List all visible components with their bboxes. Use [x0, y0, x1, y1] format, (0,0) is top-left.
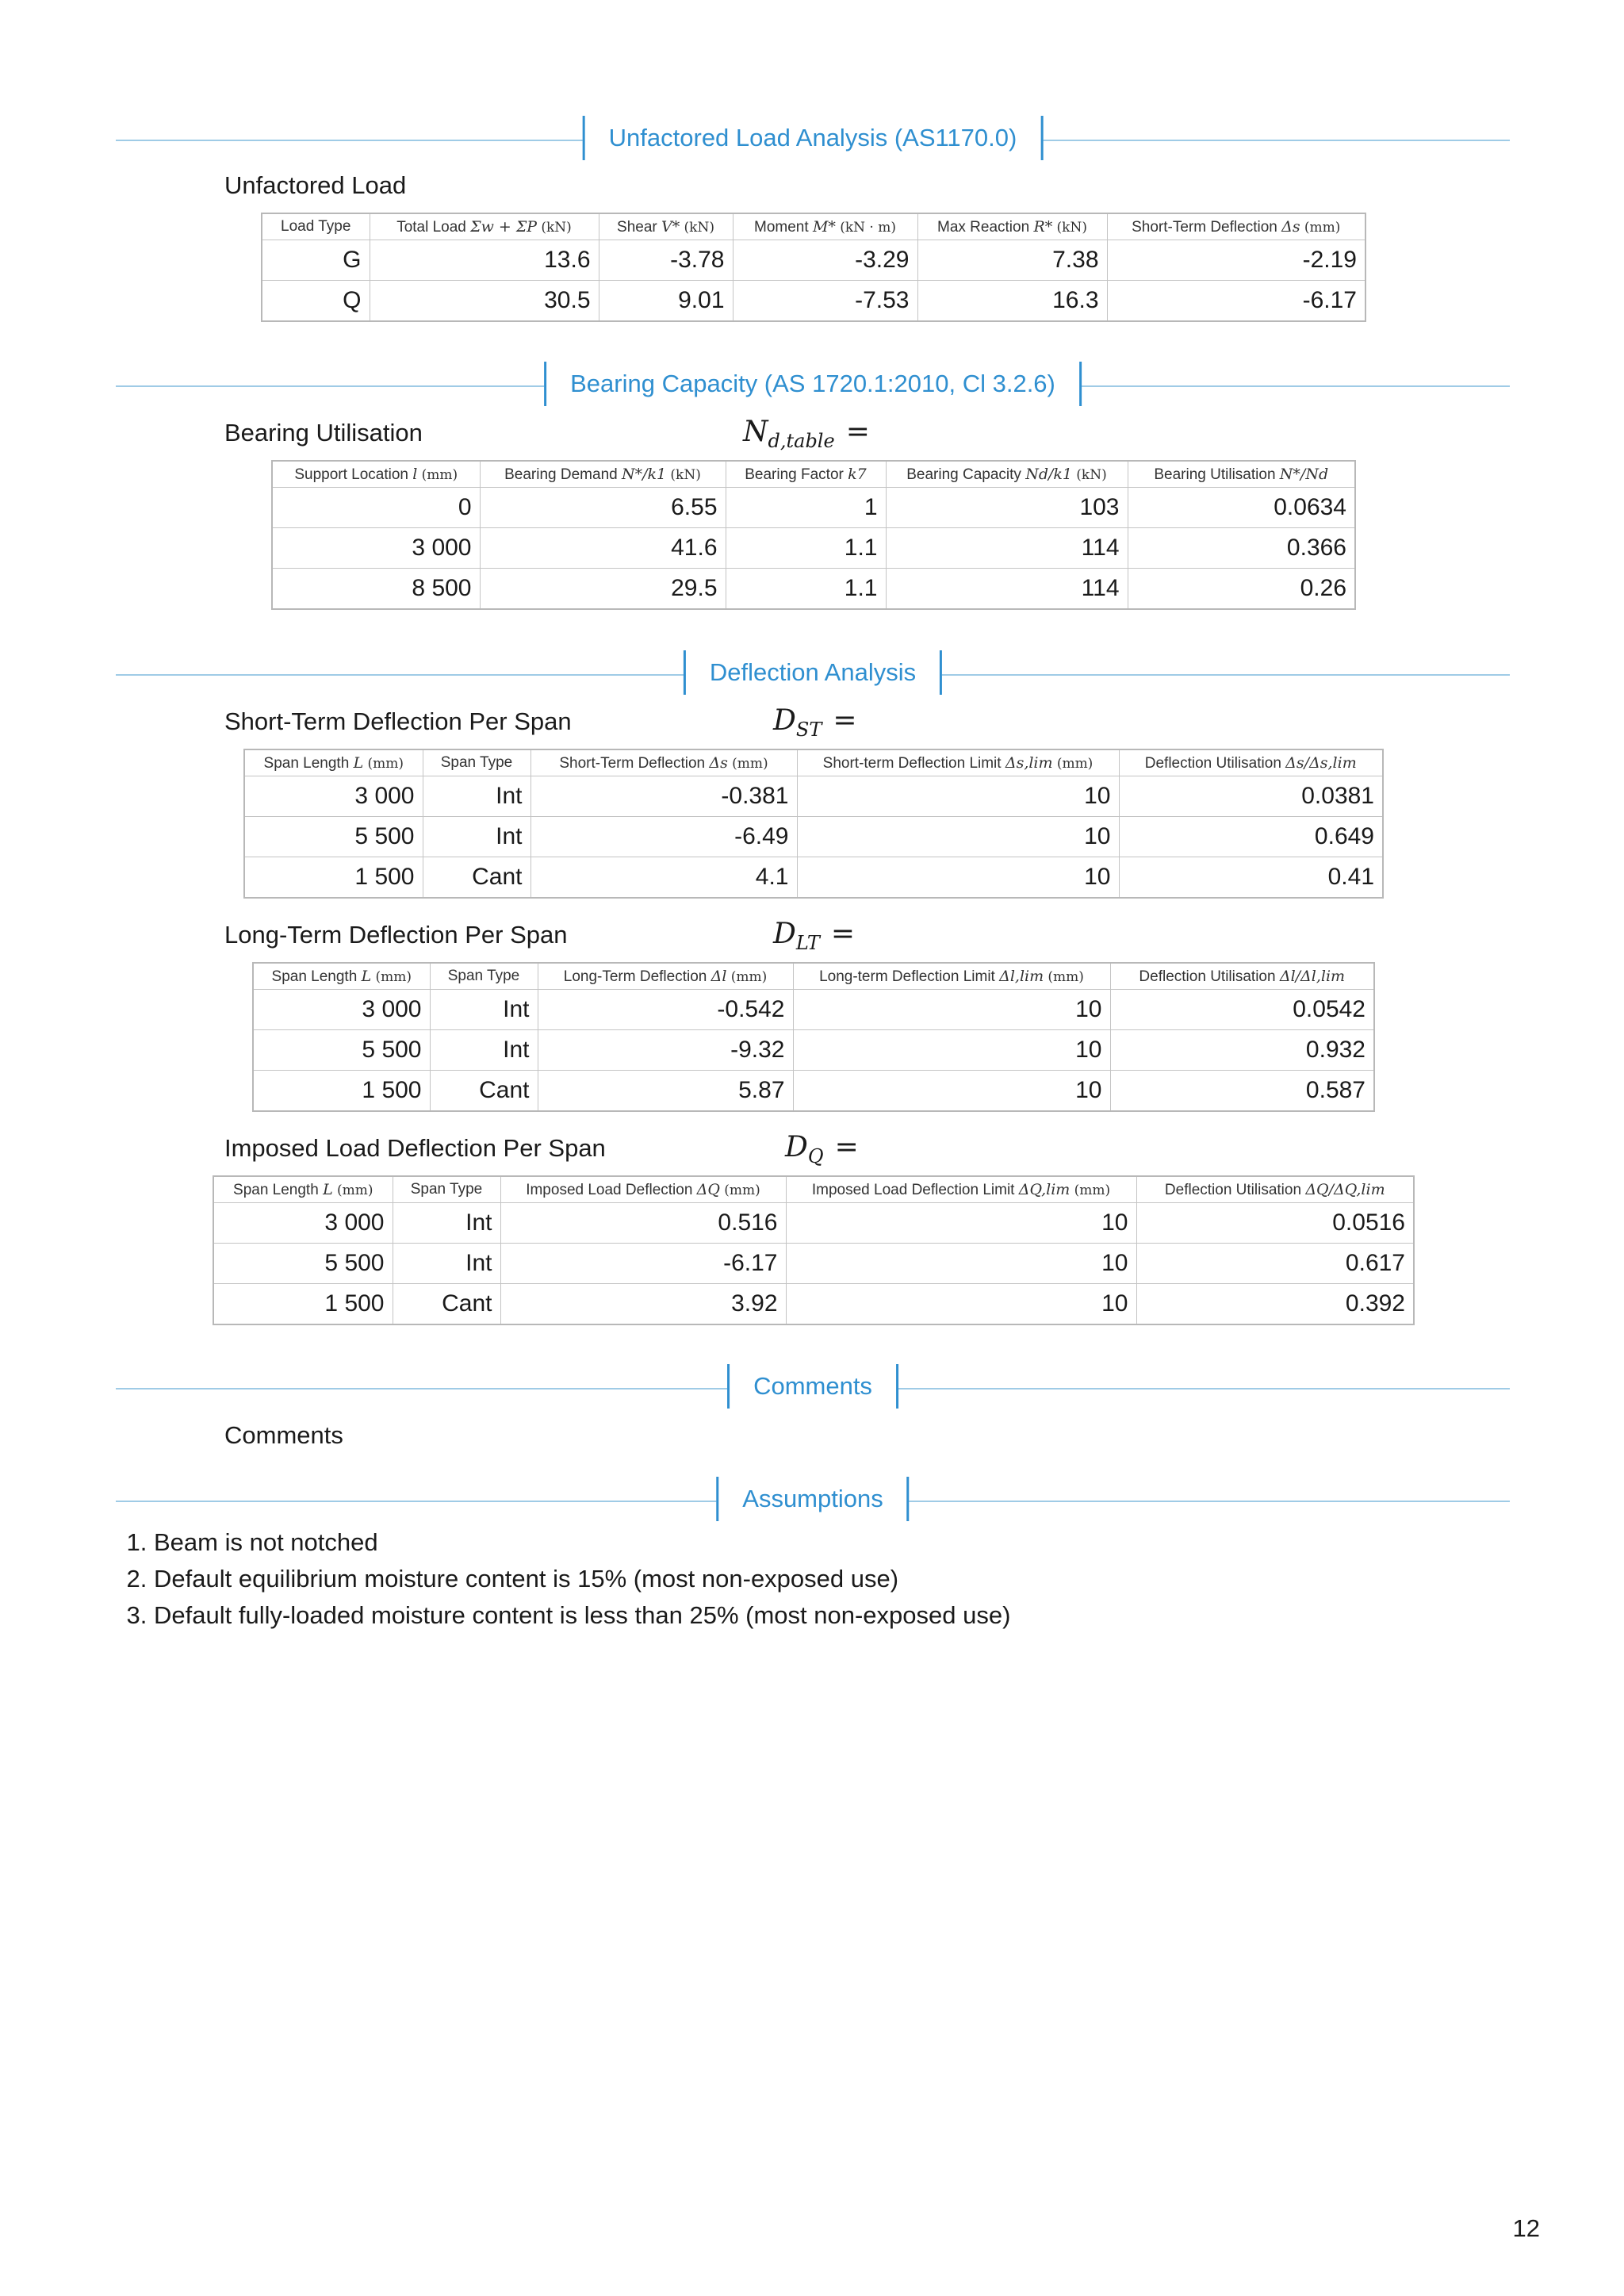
section-title: Unfactored Load Analysis (AS1170.0) [583, 116, 1044, 160]
table-header-row [272, 461, 1355, 488]
cell-span-type: Int [393, 1244, 500, 1284]
header-deflection-limit: Imposed Load Deflection Limit ΔQ,lim (mm) [786, 1176, 1136, 1203]
cell-deflection: -2.19 [1107, 240, 1365, 281]
table-row [253, 1071, 1374, 1112]
cell-bearing-utilisation: 0.366 [1128, 528, 1355, 569]
cell-span-length: 3 000 [253, 990, 430, 1030]
cell-moment: -7.53 [733, 281, 917, 322]
cell-span-type: Cant [430, 1071, 538, 1112]
cell-span-type: Cant [423, 857, 530, 899]
cell-span-length: 1 500 [244, 857, 423, 899]
cell-deflection-limit: 10 [793, 1071, 1110, 1112]
header-span-type: Span Type [393, 1176, 500, 1203]
cell-deflection-limit: 10 [786, 1284, 1136, 1325]
table-row [253, 1030, 1374, 1071]
cell-deflection: -0.542 [538, 990, 793, 1030]
imposed-load-deflection-label: Imposed Load Deflection Per Span [224, 1134, 606, 1162]
header-deflection-limit: Long-term Deflection Limit Δl,lim (mm) [793, 963, 1110, 990]
cell-bearing-demand: 41.6 [480, 528, 726, 569]
cell-deflection-utilisation: 0.41 [1119, 857, 1383, 899]
table-row [272, 569, 1355, 610]
cell-span-type: Int [393, 1203, 500, 1244]
header-moment: Moment M* (kN · m) [733, 213, 917, 240]
section-title: Comments [727, 1364, 898, 1409]
cell-deflection-utilisation: 0.617 [1136, 1244, 1414, 1284]
section-title: Bearing Capacity (AS 1720.1:2010, Cl 3.2.6) [544, 362, 1082, 406]
table-row [213, 1203, 1414, 1244]
unfactored-load-table [261, 213, 1366, 322]
short-term-deflection-label: Short-Term Deflection Per Span [224, 707, 572, 735]
cell-span-length: 1 500 [253, 1071, 430, 1112]
list-item: 1. Beam is not notched [154, 1524, 1010, 1561]
list-item: 2. Default equilibrium moisture content is 15% (most non-exposed use) [154, 1561, 1010, 1597]
header-max-reaction: Max Reaction R* (kN) [917, 213, 1107, 240]
cell-span-type: Cant [393, 1284, 500, 1325]
cell-deflection-limit: 10 [797, 857, 1119, 899]
cell-shear: -3.78 [599, 240, 733, 281]
cell-deflection-limit: 10 [786, 1244, 1136, 1284]
header-deflection: Short-Term Deflection Δs (mm) [530, 749, 797, 776]
table-row [244, 776, 1383, 817]
header-deflection-utilisation: Deflection Utilisation Δs/Δs,lim [1119, 749, 1383, 776]
cell-deflection: -0.381 [530, 776, 797, 817]
cell-deflection: 0.516 [500, 1203, 786, 1244]
table-row [272, 488, 1355, 528]
cell-bearing-capacity: 103 [886, 488, 1128, 528]
cell-deflection: -6.49 [530, 817, 797, 857]
cell-deflection-utilisation: 0.932 [1110, 1030, 1374, 1071]
header-span-length: Span Length L (mm) [253, 963, 430, 990]
cell-load-type: Q [262, 281, 370, 322]
table-header-row [253, 963, 1374, 990]
cell-deflection-utilisation: 0.587 [1110, 1071, 1374, 1112]
table-row [213, 1244, 1414, 1284]
cell-total-load: 13.6 [370, 240, 599, 281]
cell-deflection-limit: 10 [797, 776, 1119, 817]
cell-deflection-utilisation: 0.0542 [1110, 990, 1374, 1030]
section-heading-comments [116, 1364, 1510, 1412]
cell-support-location: 8 500 [272, 569, 480, 610]
cell-span-type: Int [430, 990, 538, 1030]
cell-deflection: 4.1 [530, 857, 797, 899]
header-bearing-capacity: Bearing Capacity Nd/k1 (kN) [886, 461, 1128, 488]
table-header-row [213, 1176, 1414, 1203]
cell-bearing-factor: 1.1 [726, 528, 886, 569]
header-support-location: Support Location l (mm) [272, 461, 480, 488]
cell-deflection: -9.32 [538, 1030, 793, 1071]
short-term-equation: $D_{ST}$ = [773, 704, 857, 742]
imposed-equation: $D_Q$ = [785, 1131, 859, 1168]
short-term-deflection-table [243, 749, 1384, 899]
page-number: 12 [1512, 2214, 1540, 2242]
section-title: Deflection Analysis [684, 650, 942, 695]
cell-span-length: 5 500 [244, 817, 423, 857]
header-span-length: Span Length L (mm) [213, 1176, 393, 1203]
table-row [272, 528, 1355, 569]
cell-deflection: -6.17 [500, 1244, 786, 1284]
cell-deflection: 5.87 [538, 1071, 793, 1112]
header-bearing-demand: Bearing Demand N*/k1 (kN) [480, 461, 726, 488]
cell-span-length: 5 500 [213, 1244, 393, 1284]
cell-bearing-demand: 6.55 [480, 488, 726, 528]
cell-bearing-factor: 1 [726, 488, 886, 528]
cell-deflection-limit: 10 [786, 1203, 1136, 1244]
bearing-utilisation-table [271, 460, 1356, 610]
header-span-type: Span Type [430, 963, 538, 990]
cell-deflection-utilisation: 0.649 [1119, 817, 1383, 857]
cell-deflection-limit: 10 [797, 817, 1119, 857]
cell-bearing-utilisation: 0.0634 [1128, 488, 1355, 528]
cell-bearing-capacity: 114 [886, 528, 1128, 569]
cell-span-type: Int [430, 1030, 538, 1071]
cell-span-length: 3 000 [244, 776, 423, 817]
cell-support-location: 0 [272, 488, 480, 528]
table-header-row [262, 213, 1365, 240]
cell-deflection-limit: 10 [793, 990, 1110, 1030]
cell-deflection-limit: 10 [793, 1030, 1110, 1071]
bearing-equation: $N_{d,table}$ = [743, 416, 870, 453]
cell-deflection-utilisation: 0.0381 [1119, 776, 1383, 817]
cell-bearing-factor: 1.1 [726, 569, 886, 610]
cell-span-length: 1 500 [213, 1284, 393, 1325]
cell-shear: 9.01 [599, 281, 733, 322]
table-row [213, 1284, 1414, 1325]
imposed-load-deflection-table [213, 1175, 1415, 1325]
header-deflection: Imposed Load Deflection ΔQ (mm) [500, 1176, 786, 1203]
section-heading-unfactored-load [116, 116, 1510, 163]
cell-deflection-utilisation: 0.0516 [1136, 1203, 1414, 1244]
long-term-equation: $D_{LT}$ = [773, 918, 856, 955]
cell-bearing-utilisation: 0.26 [1128, 569, 1355, 610]
table-row [262, 281, 1365, 322]
comments-label: Comments [224, 1421, 343, 1449]
long-term-deflection-table [252, 962, 1375, 1112]
section-heading-bearing-capacity [116, 362, 1510, 409]
cell-span-length: 5 500 [253, 1030, 430, 1071]
header-span-type: Span Type [423, 749, 530, 776]
cell-deflection: 3.92 [500, 1284, 786, 1325]
header-load-type: Load Type [262, 213, 370, 240]
header-deflection-utilisation: Deflection Utilisation ΔQ/ΔQ,lim [1136, 1176, 1414, 1203]
cell-max-reaction: 16.3 [917, 281, 1107, 322]
cell-load-type: G [262, 240, 370, 281]
header-bearing-factor: Bearing Factor k7 [726, 461, 886, 488]
cell-deflection: -6.17 [1107, 281, 1365, 322]
header-span-length: Span Length L (mm) [244, 749, 423, 776]
unfactored-load-label: Unfactored Load [224, 171, 407, 199]
cell-support-location: 3 000 [272, 528, 480, 569]
list-item: 3. Default fully-loaded moisture content is less than 25% (most non-exposed use) [154, 1597, 1010, 1634]
cell-bearing-capacity: 114 [886, 569, 1128, 610]
table-row [262, 240, 1365, 281]
header-bearing-utilisation: Bearing Utilisation N*/Nd [1128, 461, 1355, 488]
section-heading-assumptions [116, 1477, 1510, 1524]
table-row [253, 990, 1374, 1030]
table-row [244, 817, 1383, 857]
long-term-deflection-label: Long-Term Deflection Per Span [224, 921, 568, 949]
cell-deflection-utilisation: 0.392 [1136, 1284, 1414, 1325]
cell-max-reaction: 7.38 [917, 240, 1107, 281]
section-title: Assumptions [716, 1477, 909, 1521]
header-short-term-deflection: Short-Term Deflection Δs (mm) [1107, 213, 1365, 240]
table-header-row [244, 749, 1383, 776]
cell-total-load: 30.5 [370, 281, 599, 322]
header-deflection-limit: Short-term Deflection Limit Δs,lim (mm) [797, 749, 1119, 776]
header-shear: Shear V* (kN) [599, 213, 733, 240]
cell-span-length: 3 000 [213, 1203, 393, 1244]
cell-moment: -3.29 [733, 240, 917, 281]
bearing-utilisation-label: Bearing Utilisation [224, 419, 423, 447]
cell-span-type: Int [423, 776, 530, 817]
table-row [244, 857, 1383, 899]
assumptions-list [125, 1524, 1010, 1634]
cell-bearing-demand: 29.5 [480, 569, 726, 610]
header-deflection: Long-Term Deflection Δl (mm) [538, 963, 793, 990]
header-total-load: Total Load Σw + ΣP (kN) [370, 213, 599, 240]
header-deflection-utilisation: Deflection Utilisation Δl/Δl,lim [1110, 963, 1374, 990]
section-heading-deflection-analysis [116, 650, 1510, 698]
cell-span-type: Int [423, 817, 530, 857]
